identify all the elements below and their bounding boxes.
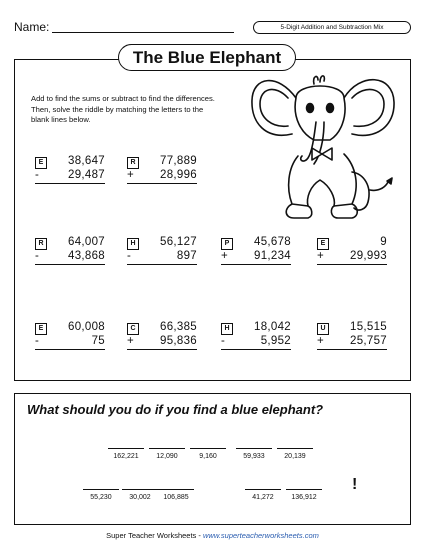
problem-top-number: 66,385 [160,321,197,333]
problem-top-number: 64,007 [68,236,105,248]
answer-blank[interactable] [236,448,272,460]
name-line[interactable] [52,32,234,33]
elephant-illustration [248,68,398,220]
footer-brand: Super Teacher Worksheets [106,531,197,540]
answer-line[interactable] [127,183,197,184]
answer-blank[interactable] [149,448,185,460]
answer-blank[interactable] [158,489,194,501]
problem-letter: H [221,323,233,335]
problem-letter: H [127,238,139,250]
problem-top-number: 18,042 [254,321,291,333]
footer [0,531,425,540]
problem-bottom-number: 95,836 [160,335,197,347]
answer-line[interactable] [35,183,105,184]
problem-bottom-number: 43,868 [68,250,105,262]
problem-top-number: 38,647 [68,155,105,167]
instructions: Add to find the sums or subtract to find the differences. Then, solve the riddle by matching the letters to the blank lines below. [31,94,215,124]
footer-separator: - [196,531,203,540]
problem-operator: - [35,250,39,262]
problem-bottom-number: 29,993 [350,250,387,262]
problem-operator: - [35,335,39,347]
problem-bottom-number: 75 [91,335,105,347]
blank-value: 55,230 [90,494,112,501]
problem-operator: - [127,250,131,262]
answer-line[interactable] [127,349,197,350]
blank-value: 9,160 [199,453,217,460]
answer-line[interactable] [317,349,387,350]
answer-line[interactable] [221,349,291,350]
answer-line[interactable] [127,264,197,265]
problem-top-number: 56,127 [160,236,197,248]
problem-letter: R [127,157,139,169]
answer-line[interactable] [317,264,387,265]
problem-letter: E [35,157,47,169]
problem-letter: E [317,238,329,250]
blank-value: 106,885 [163,494,189,501]
answer-blank[interactable] [122,489,158,501]
problem-top-number: 45,678 [254,236,291,248]
riddle-end-mark: ! [352,476,358,493]
problem-top-number: 15,515 [350,321,387,333]
answer-line[interactable] [35,264,105,265]
blank-value: 20,139 [284,453,306,460]
name-label: Name: [14,20,50,34]
problem-top-number: 9 [380,236,387,248]
answer-blank[interactable] [108,448,144,460]
riddle-question: What should you do if you find a blue elephant? [27,402,324,417]
blank-value: 12,090 [156,453,178,460]
answer-blank[interactable] [190,448,226,460]
blank-value: 59,933 [243,453,265,460]
footer-url[interactable]: www.superteacherworksheets.com [202,531,319,540]
topic-badge: 5-Digit Addition and Subtraction Mix [253,21,411,34]
answer-blank[interactable] [83,489,119,501]
problem-letter: C [127,323,139,335]
problem-top-number: 77,889 [160,155,197,167]
problem-operator: + [127,335,134,347]
blank-value: 162,221 [113,453,139,460]
answer-blank[interactable] [245,489,281,501]
problem-operator: + [317,335,324,347]
blank-value: 41,272 [252,494,274,501]
problem-bottom-number: 25,757 [350,335,387,347]
answer-blank[interactable] [277,448,313,460]
problem-bottom-number: 897 [176,250,197,262]
answer-line[interactable] [35,349,105,350]
problem-bottom-number: 5,952 [260,335,291,347]
problem-bottom-number: 29,487 [68,169,105,181]
problem-operator: + [317,250,324,262]
answer-blank[interactable] [286,489,322,501]
problem-letter: P [221,238,233,250]
problem-operator: + [127,169,134,181]
problem-operator: - [221,335,225,347]
blank-value: 30,002 [129,494,151,501]
answer-line[interactable] [221,264,291,265]
page-title: The Blue Elephant [118,44,296,71]
problem-bottom-number: 28,996 [160,169,197,181]
problem-operator: - [35,169,39,181]
problem-letter: U [317,323,329,335]
blank-value: 136,912 [291,494,317,501]
problem-bottom-number: 91,234 [254,250,291,262]
problem-operator: + [221,250,228,262]
problem-letter: R [35,238,47,250]
problem-top-number: 60,008 [68,321,105,333]
problem-letter: E [35,323,47,335]
